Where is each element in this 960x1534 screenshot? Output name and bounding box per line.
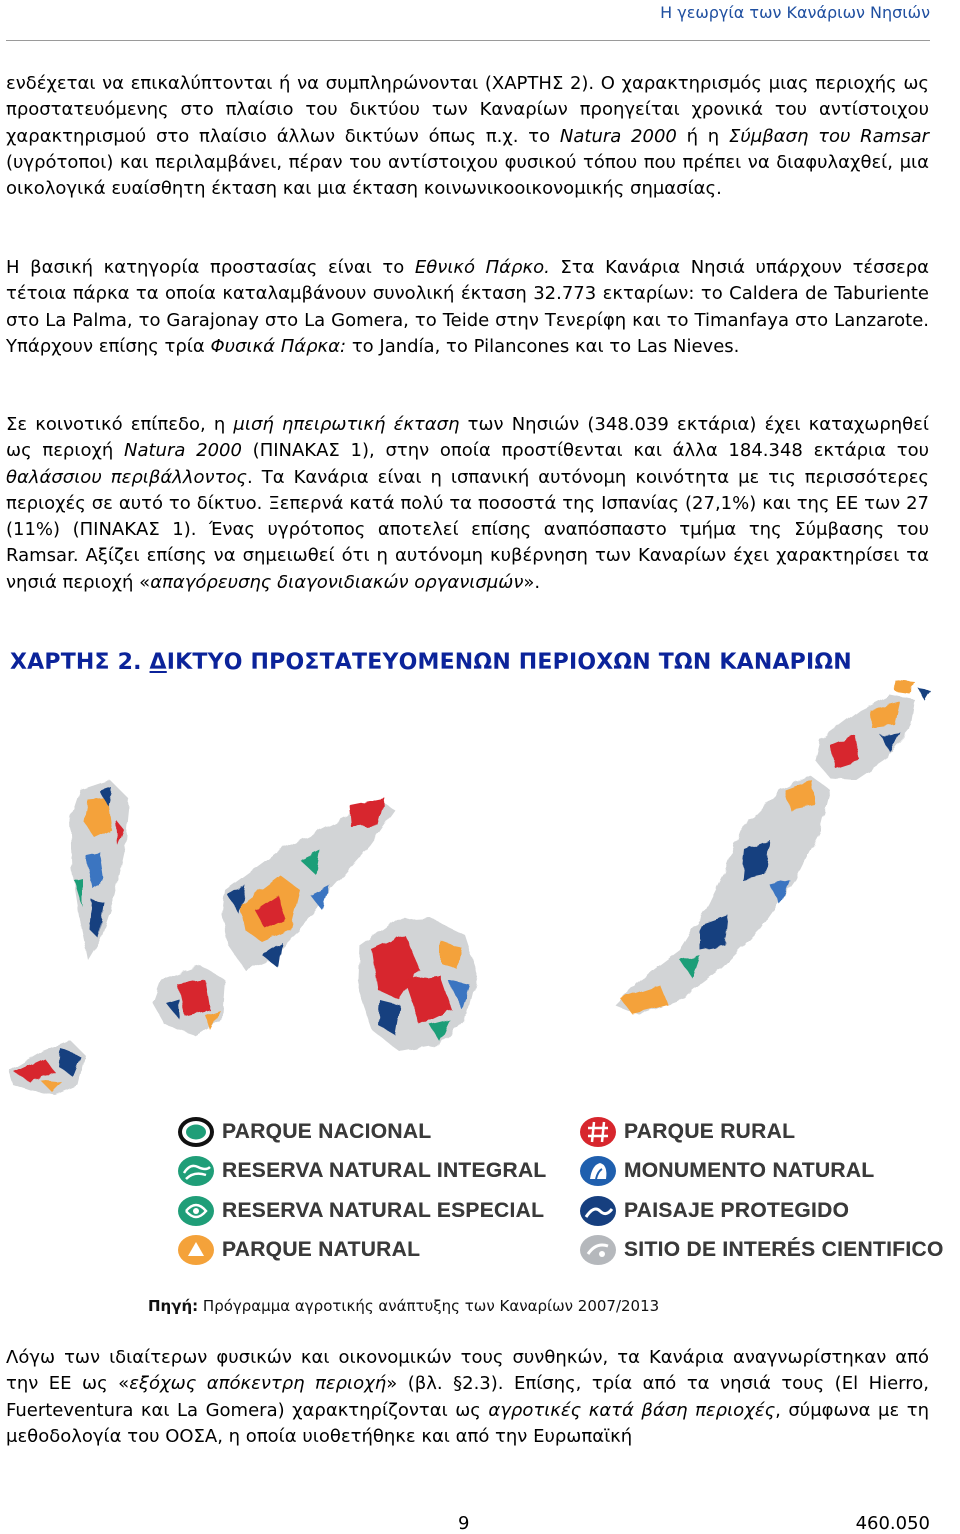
parque-rural-icon [578, 1114, 618, 1150]
text-run: ή η [676, 125, 729, 147]
paragraph-protected-network [6, 71, 929, 202]
header-title: Η γεωργία των Κανάριων Νησιών [660, 3, 930, 22]
italic-run: θαλάσσιου περιβάλλοντος [6, 466, 247, 488]
island-gran-canaria [358, 918, 478, 1052]
header-divider [6, 40, 930, 41]
map-graphic [0, 680, 960, 1120]
text-run: Στα Κανάρια Νησιά υπάρχουν τέσσερα τέτοια πάρκα τα οποία καταλαμβάνουν συνολική έκταση 32.773 εκταρίων: το Caldera de Taburiente στο La Palma, το Garajonay στο La Gomera, το Teide στην Τενερίφη και το Timanfaya στο Lanzarote. Υπάρχουν επίσης τρία [6, 257, 930, 357]
italic-run: Εθνικό Πάρκο. [414, 257, 550, 278]
legend-label: SITIO DE INTERÉS CIENTIFICO [624, 1238, 944, 1261]
reserva-especial-icon [176, 1193, 216, 1229]
text-run: (υγρότοποι) και περιλαμβάνει, πέραν του αντίστοιχου φυσικού τόπου που πρέπει να διαφυλαχθεί, μια οικολογικά ευαίσθητη έκταση και μια έκταση κοινωνικοοικονομικής σημασίας. [6, 151, 929, 200]
map-title-rest: ΙΚΤΥΟ ΠΡΟΣΤΑΤΕΥΟΜΕΝΩΝ ΠΕΡΙΟΧΩΝ ΤΩΝ ΚΑΝΑΡΙΩΝ [166, 650, 852, 675]
legend-label: PARQUE RURAL [624, 1120, 796, 1143]
legend-label: PAISAJE PROTEGIDO [624, 1199, 850, 1222]
page-header [0, 0, 960, 44]
parque-natural-icon [176, 1232, 216, 1268]
map-title-prefix: ΧΑΡΤΗΣ 2. [10, 650, 150, 675]
island-la-palma [70, 780, 130, 960]
text-run: Η βασική κατηγορία προστασίας είναι το [6, 257, 415, 278]
text-run: ». [523, 571, 541, 593]
italic-run: Φυσικά Πάρκα: [210, 335, 347, 357]
legend-label: PARQUE NATURAL [222, 1238, 421, 1261]
canary-islands-map [0, 680, 960, 1120]
text-run: » (βλ. §2.3). Επίσης, τρία από τα νησιά τους (El Hierro, Fuerteventura και La Gomera) χαρακτηρίζονται ως [6, 1373, 929, 1421]
text-run: Σε κοινοτικό επίπεδο, η [6, 414, 234, 435]
text-run: . Τα Κανάρια είναι η ισπανική αυτόνομη κοινότητα με τις περισσότερες περιοχές σε αυτό το δίκτυο. Ξεπερνά κατά πολύ τα ποσοστά της Ισπανίας (27,1%) και της ΕΕ των 27 (11%) (ΠΙΝΑΚΑΣ 1). Ένας υγρότοπος αποτελεί επίσης αναπόσπαστο τμήμα της Σύμβασης του Ramsar. Αξίζει επίσης να σημειωθεί ότι η αυτόνομη κυβέρνηση των Καναρίων έχει χαρακτηρίσει τα νησιά περιοχή « [6, 466, 929, 593]
legend-label: RESERVA NATURAL ESPECIAL [222, 1199, 545, 1222]
map-title [10, 650, 852, 675]
italic-run: Natura 2000 [559, 125, 677, 147]
text-run: , σύμφωνα με τη μεθοδολογία του ΟΟΣΑ, η οποία υιοθετήθηκε και από την Ευρωπαϊκή [6, 1399, 929, 1447]
island-islet [895, 680, 915, 694]
text-run: ενδέχεται να επικαλύπτονται ή να συμπληρώνονται (ΧΑΡΤΗΣ 2). Ο χαρακτηρισμός μιας περιοχής ως προστατευόμενης στο πλαίσιο του δικτύου των Καναρίων προηγείται χρονικά του αντίστοιχου χαρακτηρισμού στο πλαίσιο άλλων δικτύων όπως π.χ. το [6, 73, 929, 147]
text-run: το Jandía, το Pilancones και το Las Nieves. [346, 335, 740, 357]
island-fuerteventura [615, 775, 830, 1015]
island-islet [918, 688, 930, 700]
sitio-interes-icon [578, 1232, 618, 1268]
source-text: Πρόγραμμα αγροτικής ανάπτυξης των Καναρίων 2007/2013 [198, 1297, 660, 1315]
text-run: των Νησιών (348.039 εκτάρια) έχει καταχωρηθεί ως περιοχή [6, 414, 929, 462]
text-run: Λόγω των ιδιαίτερων φυσικών και οικονομικών τους συνθηκών, τα Κανάρια αναγνωρίστηκαν από την ΕΕ ως « [6, 1347, 929, 1395]
document-code: 460.050 [855, 1513, 930, 1534]
italic-run: απαγόρευσης διαγονιδιακών οργανισμών [150, 571, 524, 593]
map-source [148, 1297, 659, 1315]
island-la-gomera [152, 965, 225, 1035]
monumento-natural-icon [578, 1153, 618, 1189]
italic-run: εξόχως απόκεντρη περιοχή [129, 1373, 387, 1395]
italic-run: Σύμβαση του Ramsar [728, 125, 930, 147]
map-title-underlined: Δ [149, 650, 167, 675]
paragraph-national-parks [6, 255, 929, 360]
paragraph-natura-2000 [6, 412, 929, 596]
italic-run: Natura 2000 [124, 440, 242, 462]
page-number: 9 [458, 1513, 470, 1534]
legend-label: RESERVA NATURAL INTEGRAL [222, 1159, 547, 1182]
paragraph-outermost-region [6, 1345, 929, 1450]
legend-label: MONUMENTO NATURAL [624, 1159, 875, 1182]
reserva-integral-icon [176, 1153, 216, 1189]
text-run: (ΠΙΝΑΚΑΣ 1), στην οποία προστίθενται και άλλα 184.348 εκτάρια του [241, 440, 930, 462]
source-label: Πηγή: [148, 1297, 199, 1315]
map-legend [0, 1110, 960, 1270]
legend-label: PARQUE NACIONAL [222, 1120, 432, 1143]
italic-run: αγροτικές κατά βάση περιοχές [488, 1399, 776, 1421]
paisaje-protegido-icon [578, 1193, 618, 1229]
parque-nacional-icon [176, 1114, 216, 1150]
island-lanzarote [815, 695, 915, 780]
island-el-hierro [10, 1040, 85, 1095]
italic-run: μισή ηπειρωτική έκταση [233, 414, 460, 435]
